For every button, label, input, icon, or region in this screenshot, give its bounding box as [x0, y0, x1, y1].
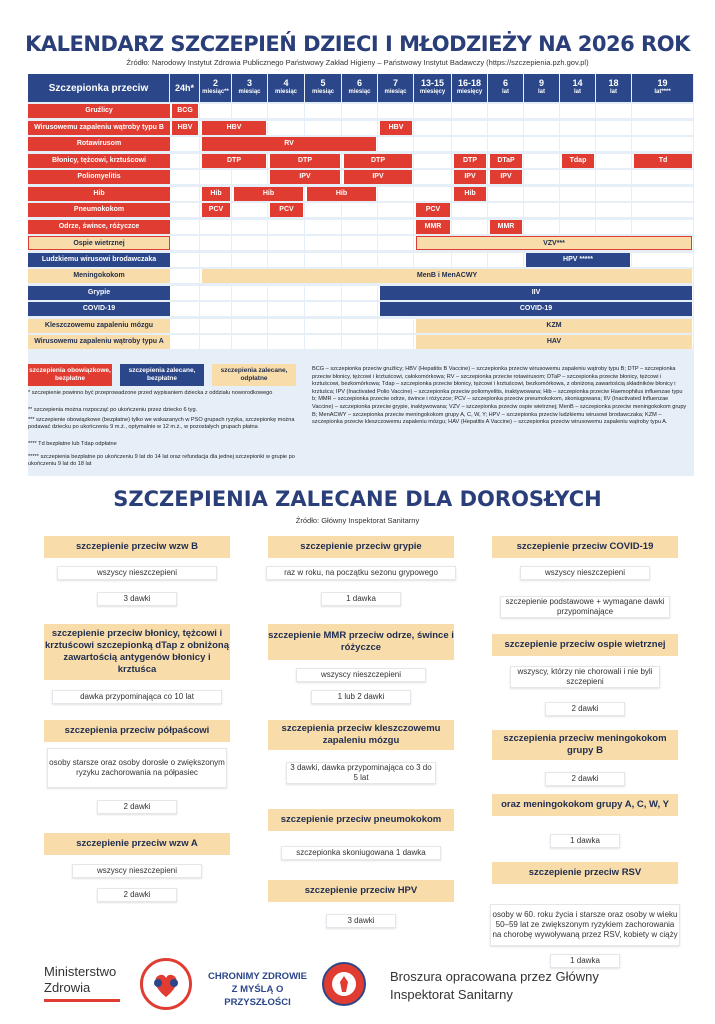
empty-cell	[232, 220, 268, 234]
adult-vaccine-detail: wszyscy nieszczepieni	[57, 566, 217, 580]
empty-cell	[632, 253, 694, 267]
empty-cell	[488, 137, 524, 151]
vaccine-bar-dtp: DTP	[202, 154, 266, 168]
column-unit: miesiąc	[238, 89, 261, 95]
adult-vaccine-heading: szczepienie przeciw wzw B	[44, 536, 230, 558]
vaccine-bar-dtp: DTP	[454, 154, 486, 168]
adult-vaccine-detail: 2 dawki	[97, 800, 177, 814]
column-header	[560, 74, 596, 102]
empty-cell	[488, 121, 524, 135]
empty-cell	[342, 302, 378, 316]
row-label: Rotawirusom	[28, 137, 170, 151]
legend-mandatory: szczepienia obowiązkowe, bezpłatne	[28, 364, 112, 386]
footnote-1: * szczepienie powinno być przeprowadzone przed wypisaniem dziecka z oddziału noworodkowego	[28, 390, 273, 396]
empty-cell	[305, 236, 342, 250]
legend-recommended-paid: szczepienia zalecane, odpłatne	[212, 364, 296, 386]
empty-cell	[414, 121, 452, 135]
empty-cell	[378, 137, 414, 151]
empty-cell	[342, 203, 378, 217]
empty-cell	[452, 203, 488, 217]
empty-cell	[268, 253, 305, 267]
empty-cell	[632, 170, 694, 184]
adult-vaccine-heading: szczepienie przeciw grypie	[268, 536, 454, 558]
vaccine-bar-hpv: HPV *****	[526, 253, 630, 267]
adult-vaccine-heading: oraz meningokokom grupy A, C, W, Y	[492, 794, 678, 816]
empty-cell	[596, 154, 632, 168]
ministry-logo	[44, 964, 124, 1002]
adult-vaccine-detail: 2 dawki	[545, 772, 625, 786]
column-age: 6	[356, 78, 362, 88]
empty-cell	[524, 203, 560, 217]
legend-recommended-free: szczepienia zalecane, bezpłatne	[120, 364, 204, 386]
empty-cell	[632, 104, 694, 118]
empty-cell	[378, 104, 414, 118]
empty-cell	[342, 253, 378, 267]
footnote-4: **** Td bezpłatne lub Tdap odpłatne	[28, 441, 117, 447]
column-header	[305, 74, 342, 102]
column-age: 24h*	[174, 82, 194, 93]
table-header-label: Szczepionka przeciw	[28, 74, 170, 102]
empty-cell	[170, 154, 200, 168]
empty-cell	[596, 170, 632, 184]
vaccine-bar-ipv: IPV	[454, 170, 486, 184]
adult-vaccine-heading: szczepienia przeciw meningokokom grupy B	[492, 730, 678, 760]
empty-cell	[342, 121, 378, 135]
column-header	[232, 74, 268, 102]
empty-cell	[452, 220, 488, 234]
empty-cell	[632, 203, 694, 217]
empty-cell	[378, 319, 414, 333]
empty-cell	[560, 203, 596, 217]
column-age: 16-18	[457, 78, 482, 88]
vaccine-bar-hbv: HBV	[202, 121, 266, 135]
heart-icon	[143, 961, 189, 1007]
campaign-line-1: CHRONIMY ZDROWIE	[207, 971, 308, 982]
column-header	[268, 74, 305, 102]
empty-cell	[414, 253, 452, 267]
adult-vaccine-heading: szczepienie przeciw wzw A	[44, 833, 230, 855]
empty-cell	[452, 104, 488, 118]
empty-cell	[200, 253, 232, 267]
row-label: Hib	[28, 187, 170, 201]
row-label: Wirusowemu zapaleniu wątroby typu A	[28, 335, 170, 349]
vaccine-bar-bcg: BCG	[172, 104, 198, 118]
empty-cell	[596, 220, 632, 234]
column-age: 6	[502, 78, 508, 88]
empty-cell	[200, 236, 232, 250]
empty-cell	[378, 236, 414, 250]
adults-source: Źródło: Główny Inspektorat Sanitarny	[295, 516, 420, 525]
vaccine-bar-covid: COVID-19	[380, 302, 692, 316]
empty-cell	[170, 187, 200, 201]
empty-cell	[452, 121, 488, 135]
empty-cell	[342, 104, 378, 118]
column-unit: miesiąc	[348, 89, 371, 95]
footnote-2: ** szczepienia można rozpocząć po ukończeniu przez dziecko 6 tyg.	[28, 407, 198, 413]
adult-vaccine-detail: wszyscy nieszczepieni	[520, 566, 650, 580]
vaccine-bar-dtap: DTaP	[490, 154, 522, 168]
empty-cell	[305, 335, 342, 349]
row-label: Ludzkiemu wirusowi brodawczaka	[28, 253, 170, 267]
empty-cell	[200, 220, 232, 234]
empty-cell	[414, 104, 452, 118]
adult-vaccine-heading: szczepienie przeciw COVID-19	[492, 536, 678, 558]
empty-cell	[560, 187, 596, 201]
empty-cell	[232, 203, 268, 217]
vaccine-bar-ipv: IPV	[270, 170, 340, 184]
row-label: Poliomyelitis	[28, 170, 170, 184]
brochure-credit: Broszura opracowana przez Główny Inspektorat Sanitarny	[390, 969, 599, 1002]
empty-cell	[232, 335, 268, 349]
gis-emblem	[322, 962, 366, 1006]
column-header	[488, 74, 524, 102]
column-unit: miesiąc	[384, 89, 407, 95]
empty-cell	[170, 220, 200, 234]
empty-cell	[305, 286, 342, 300]
empty-cell	[200, 286, 232, 300]
empty-cell	[200, 104, 232, 118]
empty-cell	[560, 220, 596, 234]
row-label: Meningokokom	[28, 269, 170, 283]
column-age: 4	[283, 78, 289, 88]
empty-cell	[305, 220, 342, 234]
empty-cell	[170, 236, 200, 250]
empty-cell	[232, 319, 268, 333]
empty-cell	[596, 104, 632, 118]
empty-cell	[488, 203, 524, 217]
empty-cell	[378, 335, 414, 349]
empty-cell	[232, 236, 268, 250]
campaign-heart-logo	[140, 958, 192, 1010]
vaccine-bar-pcv: PCV	[416, 203, 450, 217]
empty-cell	[596, 137, 632, 151]
vaccine-bar-mmr: MMR	[490, 220, 522, 234]
vaccine-bar-menb: MenB i MenACWY	[202, 269, 692, 283]
vaccine-bar-td: Td	[634, 154, 692, 168]
row-label: Pneumokokom	[28, 203, 170, 217]
empty-cell	[414, 154, 452, 168]
empty-cell	[632, 121, 694, 135]
empty-cell	[524, 187, 560, 201]
empty-cell	[488, 187, 524, 201]
vaccine-bar-hbv: HBV	[380, 121, 412, 135]
column-unit: lat	[501, 89, 509, 95]
adult-vaccine-detail: 3 dawki	[97, 592, 177, 606]
empty-cell	[232, 104, 268, 118]
adult-vaccine-heading: szczepienie przeciw ospie wietrznej	[492, 634, 678, 656]
empty-cell	[170, 335, 200, 349]
empty-cell	[596, 203, 632, 217]
empty-cell	[305, 319, 342, 333]
column-age: 7	[392, 78, 398, 88]
empty-cell	[488, 253, 524, 267]
column-unit: miesiąc**	[202, 89, 229, 95]
column-unit: miesięcy	[419, 89, 446, 95]
adult-vaccine-detail: 3 dawki	[326, 914, 396, 928]
adult-vaccine-detail: 1 dawka	[550, 954, 620, 968]
empty-cell	[342, 335, 378, 349]
vaccine-bar-hib: Hib	[454, 187, 486, 201]
empty-cell	[305, 203, 342, 217]
empty-cell	[200, 170, 232, 184]
vaccine-bar-pcv: PCV	[270, 203, 303, 217]
empty-cell	[488, 104, 524, 118]
vaccine-bar-dtp: DTP	[344, 154, 412, 168]
column-unit: miesiąc	[274, 89, 298, 95]
row-label: Odrze, śwince, różyczce	[28, 220, 170, 234]
empty-cell	[414, 187, 452, 201]
empty-cell	[452, 253, 488, 267]
empty-cell	[524, 220, 560, 234]
row-label: Gruźlicy	[28, 104, 170, 118]
empty-cell	[524, 121, 560, 135]
column-header	[596, 74, 632, 102]
empty-cell	[305, 104, 342, 118]
column-header	[632, 74, 694, 102]
vaccine-bar-vzv: VZV***	[416, 236, 692, 250]
column-age: 2	[212, 78, 218, 88]
row-label: Ospie wietrznej	[28, 236, 170, 250]
adult-vaccine-detail: osoby starsze oraz osoby dorosłe o zwiększonym ryzyku zachorowania na półpasiec	[47, 748, 227, 788]
adult-vaccine-heading: szczepienia przeciw kleszczowemu zapaleniu mózgu	[268, 720, 454, 750]
vaccine-bar-hib: Hib	[234, 187, 303, 201]
column-header	[414, 74, 452, 102]
column-header	[378, 74, 414, 102]
column-header	[452, 74, 488, 102]
adult-vaccine-detail: dawka przypominająca co 10 lat	[52, 690, 222, 704]
empty-cell	[200, 335, 232, 349]
empty-cell	[414, 137, 452, 151]
empty-cell	[232, 302, 268, 316]
vaccine-bar-hav: HAV	[416, 335, 692, 349]
empty-cell	[268, 286, 305, 300]
adult-vaccine-detail: 1 lub 2 dawki	[311, 690, 411, 704]
vaccine-bar-hib: Hib	[307, 187, 376, 201]
adult-vaccine-detail: wszyscy, którzy nie chorowali i nie byli szczepieni	[510, 666, 660, 688]
eagle-icon	[324, 964, 364, 1004]
adult-vaccine-detail: 1 dawka	[321, 592, 401, 606]
adult-vaccine-detail: 2 dawki	[545, 702, 625, 716]
adult-vaccine-detail: raz w roku, na początku sezonu grypowego	[266, 566, 456, 580]
footnote-5: ***** szczepienia bezpłatne po ukończeniu 9 lat do 14 lat oraz refundacja dla jednej szczepionki w grupie po ukończeniu 9 lat do 18 lat	[28, 454, 295, 467]
empty-cell	[524, 104, 560, 118]
column-unit: miesięcy	[456, 89, 483, 95]
adult-vaccine-detail: 1 dawka	[550, 834, 620, 848]
adult-vaccine-detail: 2 dawki	[97, 888, 177, 902]
row-label: Błonicy, tężcowi, krztuścowi	[28, 154, 170, 168]
empty-cell	[524, 137, 560, 151]
empty-cell	[378, 187, 414, 201]
vaccine-bar-kzm: KZM	[416, 319, 692, 333]
empty-cell	[342, 286, 378, 300]
column-age: 5	[320, 78, 326, 88]
empty-cell	[200, 302, 232, 316]
column-age: 3	[246, 78, 252, 88]
adult-vaccine-heading: szczepienie przeciw RSV	[492, 862, 678, 884]
abbreviations: BCG – szczepionka przeciw gruźlicy; HBV (Hepatitis B Vaccine) – szczepionka przeciw wirusowemu zapaleniu wątroby typu B; DTP – szczepionka przeciw błonicy, tężcowi i krztuścowi, całokomórkowa; RV – szczepionka przeciw rotawirusom; DTaP – szczepionka przeciw błonicy, tężcowi i krztuścowi, bezkomórkowa; Tdap – szczepionka przeciw błonicy, tężcowi i krztuścowi, bezkomórkowa, z obniżoną zawartością składników błonicy i krztuśca; IPV (Inactivated Polio Vaccine) – szczepionka przeciw poliomyelitis, inaktywowana; Hib – szczepionka przeciw Haemophilus influenzae typu b; MMR – szczepionka przeciw odrze, śwince i różyczce; PCV – szczepionka przeciw pneumokokom, skoniugowana; IIV (Inactivated Influenzae Vaccine) – szczepionka przeciw grypie, inaktywowana; VZV – szczepionka przeciw ospie wietrznej; MenB – szczepionka przeciw meningokokom grupy B; MenACWY – szczepionka przeciw meningokokom grupy A, C, W, Y; HPV – szczepionka przeciw ludzkiemu wirusowi brodawczaka; KZM – szczepionka przeciw kleszczowemu zapaleniu mózgu; HAV (Hepatitis A Vaccine) – szczepionka przeciw wirusowemu zapaleniu wątroby typu A.	[312, 366, 687, 426]
column-unit: miesiąc	[311, 89, 335, 95]
empty-cell	[305, 121, 342, 135]
empty-cell	[268, 220, 305, 234]
empty-cell	[342, 236, 378, 250]
empty-cell	[342, 319, 378, 333]
vaccine-bar-hib: Hib	[202, 187, 230, 201]
column-age: 14	[572, 78, 583, 88]
column-unit: lat****	[654, 89, 671, 95]
adults-title: SZCZEPIENIA ZALECANE DLA DOROSŁYCH	[113, 487, 602, 511]
empty-cell	[378, 203, 414, 217]
adult-vaccine-detail: osoby w 60. roku życia i starsze oraz osoby w wieku 50–59 lat ze zwiększonym ryzykiem zachorowania na chorobę wywoływaną przez RSV, kobiety w ciąży	[490, 904, 680, 946]
empty-cell	[305, 302, 342, 316]
empty-cell	[170, 203, 200, 217]
column-header	[170, 74, 200, 102]
row-label: Wirusowemu zapaleniu wątroby typu B	[28, 121, 170, 135]
ministry-name: Ministerstwo Zdrowia	[44, 964, 117, 995]
adult-vaccine-heading: szczepienia przeciw półpaścowi	[44, 720, 230, 742]
empty-cell	[560, 170, 596, 184]
adult-vaccine-detail: wszyscy nieszczepieni	[72, 864, 202, 878]
empty-cell	[170, 253, 200, 267]
empty-cell	[268, 104, 305, 118]
empty-cell	[268, 335, 305, 349]
empty-cell	[378, 253, 414, 267]
empty-cell	[524, 170, 560, 184]
adult-vaccine-heading: szczepienie przeciw HPV	[268, 880, 454, 902]
adult-vaccine-heading: szczepienie przeciw błonicy, tężcowi i krztuścowi szczepionką dTap z obniżoną zawartością antygenów błonicy i krztuśca	[44, 624, 230, 680]
empty-cell	[268, 236, 305, 250]
empty-cell	[560, 137, 596, 151]
source-note: Źródło: Narodowy Instytut Zdrowia Publicznego Państwowy Zakład Higieny – Państwowy Instytut Badawczy (https://szczepienia.pzh.gov.pl)	[126, 58, 589, 67]
adult-vaccine-detail: szczepienie podstawowe + wymagane dawki przypominające	[500, 596, 670, 618]
column-unit: lat	[573, 89, 581, 95]
row-label: Kleszczowemu zapaleniu mózgu	[28, 319, 170, 333]
empty-cell	[305, 253, 342, 267]
adult-vaccine-heading: szczepienie MMR przeciw odrze, śwince i różyczce	[268, 624, 454, 660]
vaccine-bar-hbv: HBV	[172, 121, 198, 135]
column-unit: lat	[609, 89, 617, 95]
column-age: 9	[538, 78, 544, 88]
adult-vaccine-detail: 3 dawki, dawka przypominająca co 3 do 5 lat	[286, 762, 436, 784]
empty-cell	[342, 220, 378, 234]
empty-cell	[170, 302, 200, 316]
empty-cell	[232, 170, 268, 184]
footnote-3: *** szczepienie obowiązkowe (bezpłatne) tylko we wskazanych w PSO grupach ryzyka, szczepionkę można podawać dziecku po ukończeniu 9 m.ż., optymalnie w 12 m.ż., w pozostałych grupach płatna	[28, 417, 295, 430]
empty-cell	[232, 253, 268, 267]
empty-cell	[524, 154, 560, 168]
column-header	[342, 74, 378, 102]
vaccine-bar-ipv: IPV	[344, 170, 412, 184]
vaccine-bar-tdap: Tdap	[562, 154, 594, 168]
empty-cell	[232, 286, 268, 300]
empty-cell	[268, 319, 305, 333]
empty-cell	[268, 302, 305, 316]
vaccine-bar-dtp: DTP	[270, 154, 340, 168]
ministry-flag-stripe	[44, 999, 120, 1002]
empty-cell	[632, 220, 694, 234]
empty-cell	[170, 170, 200, 184]
page-title: KALENDARZ SZCZEPIEŃ DZIECI I MŁODZIEŻY NA 2026 ROK	[25, 32, 690, 56]
vaccine-bar-iiv: IIV	[380, 286, 692, 300]
empty-cell	[632, 187, 694, 201]
column-age: 19	[657, 78, 668, 88]
column-age: 13-15	[420, 78, 445, 88]
adult-vaccine-heading: szczepienie przeciw pneumokokom	[268, 809, 454, 831]
empty-cell	[414, 170, 452, 184]
empty-cell	[596, 187, 632, 201]
empty-cell	[268, 121, 305, 135]
empty-cell	[378, 220, 414, 234]
adult-vaccine-detail: wszyscy nieszczepieni	[296, 668, 426, 682]
empty-cell	[452, 137, 488, 151]
column-header	[200, 74, 232, 102]
adult-vaccine-detail: szczepionka skoniugowana 1 dawka	[281, 846, 441, 860]
column-unit: lat	[537, 89, 545, 95]
vaccine-bar-rv: RV	[202, 137, 376, 151]
column-header	[524, 74, 560, 102]
empty-cell	[170, 319, 200, 333]
empty-cell	[560, 121, 596, 135]
empty-cell	[200, 319, 232, 333]
empty-cell	[170, 269, 200, 283]
vaccination-calendar	[28, 74, 694, 476]
empty-cell	[596, 121, 632, 135]
empty-cell	[170, 137, 200, 151]
empty-cell	[170, 286, 200, 300]
empty-cell	[560, 104, 596, 118]
vaccine-bar-mmr: MMR	[416, 220, 450, 234]
row-label: Grypie	[28, 286, 170, 300]
row-label: COVID-19	[28, 302, 170, 316]
campaign-line-2: Z MYŚLĄ O PRZYSZŁOŚCI	[224, 984, 291, 1008]
campaign-slogan	[200, 970, 315, 1009]
empty-cell	[632, 137, 694, 151]
column-age: 18	[608, 78, 619, 88]
vaccine-bar-ipv: IPV	[490, 170, 522, 184]
vaccine-bar-pcv: PCV	[202, 203, 230, 217]
